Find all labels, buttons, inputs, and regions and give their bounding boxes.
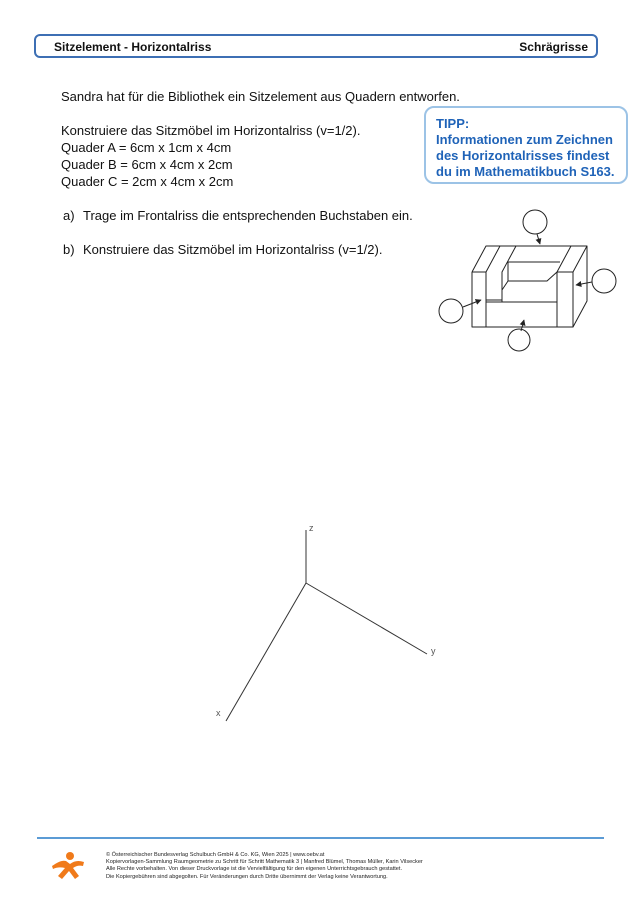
x-axis-label: x	[216, 708, 221, 718]
tip-line-2: des Horizontalrisses findest	[436, 148, 610, 163]
arrow-top	[537, 234, 540, 244]
tip-line-1: Informationen zum Zeichnen	[436, 132, 613, 147]
arrow-right	[576, 282, 592, 285]
intro-text: Sandra hat für die Bibliothek ein Sitzelement aus Quadern entworfen.	[61, 89, 460, 104]
quader-b: Quader B = 6cm x 4cm x 2cm	[61, 157, 233, 172]
publisher-logo	[52, 852, 84, 879]
footer-line-3: Alle Rechte vorbehalten. Von dieser Druckvorlage ist die Vervielfältigung für den eigenen Unterrichtsgebrauch gestattet.	[106, 866, 403, 873]
label-circle-left	[439, 299, 463, 323]
armchair-drawing	[472, 246, 587, 327]
z-axis-label: z	[309, 523, 314, 533]
x-axis	[226, 583, 306, 721]
armchair-seat-front	[486, 302, 557, 327]
y-axis-label: y	[431, 646, 436, 656]
footer-line-1: © Österreichischer Bundesverlag Schulbuch GmbH & Co. KG, Wien 2025 | www.oebv.at	[106, 852, 325, 858]
tip-heading: TIPP:	[436, 116, 470, 131]
footer-divider	[37, 837, 604, 839]
label-circle-bottom	[508, 329, 530, 351]
footer-copyright	[106, 852, 423, 881]
quader-c: Quader C = 2cm x 4cm x 2cm	[61, 174, 234, 189]
task-instruction: Konstruiere das Sitzmöbel im Horizontalriss (v=1/2).	[61, 123, 361, 138]
armchair-outline	[472, 246, 587, 327]
subtask-a-marker: a)	[63, 208, 75, 223]
quader-a: Quader A = 6cm x 1cm x 4cm	[61, 140, 232, 155]
subtask-b-text: Konstruiere das Sitzmöbel im Horizontalriss (v=1/2).	[83, 242, 383, 257]
worksheet-title: Sitzelement - Horizontalriss	[54, 40, 212, 54]
footer-line-4: Die Kopiergebühren sind abgegolten. Für Veränderungen durch Dritte übernimmt der Verlag keine Verantwortung.	[106, 873, 388, 880]
label-circle-top	[523, 210, 547, 234]
worksheet-topic: Schrägrisse	[519, 40, 588, 54]
footer-line-2: Kopiervorlagen-Sammlung Raumgeometrie zu Schritt für Schritt Mathematik 3 | Manfred Blümel, Thomas Müller, Karin Vilsecker	[106, 859, 423, 866]
subtask-a-text: Trage im Frontalriss die entsprechenden Buchstaben ein.	[83, 208, 413, 223]
label-circle-right	[592, 269, 616, 293]
coordinate-axes	[226, 530, 427, 721]
subtask-b-marker: b)	[63, 242, 75, 257]
y-axis	[306, 583, 427, 654]
tip-line-3: du im Mathematikbuch S163.	[436, 164, 615, 179]
